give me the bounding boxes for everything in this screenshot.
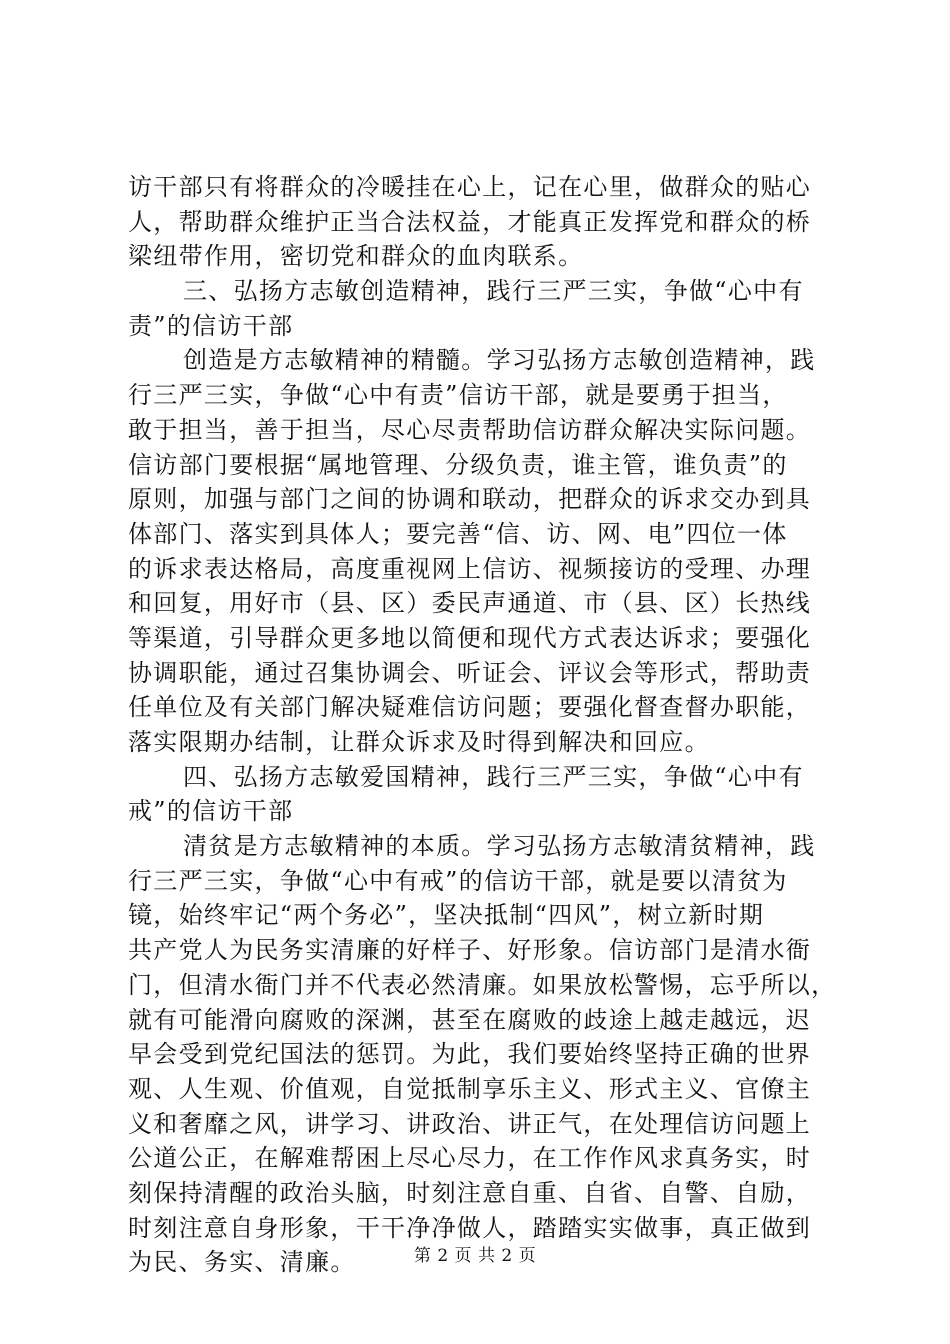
text-line: 镜，始终牢记“两个务必”，坚决抵制“四风”，树立新时期 [128, 901, 765, 930]
text-line: 原则，加强与部门之间的协调和联动，把群众的诉求交办到具 [128, 485, 812, 514]
text-line: 时刻注意自身形象，干干净净做人，踏踏实实做事，真正做到 [128, 1213, 812, 1242]
text-line: 清贫是方志敏精神的本质。学习弘扬方志敏清贫精神，践 [183, 832, 816, 861]
document-body [128, 170, 837, 1280]
text-line: 访干部只有将群众的冷暖挂在心上，记在心里，做群众的贴心 [128, 173, 812, 201]
text-line: 敢于担当，善于担当，尽心尽责帮助信访群众解决实际问题。 [128, 415, 812, 444]
text-line: 三、弘扬方志敏创造精神，践行三严三实，争做“心中有 [183, 277, 804, 306]
text-line: 的诉求表达格局，高度重视网上信访、视频接访的受理、办理 [128, 554, 812, 583]
text-line: 人，帮助群众维护正当合法权益，才能真正发挥党和群众的桥 [128, 207, 812, 236]
text-line: 为民、务实、清廉。 [128, 1248, 356, 1277]
text-line: 等渠道，引导群众更多地以简便和现代方式表达诉求；要强化 [128, 623, 812, 652]
text-line: 刻保持清醒的政治头脑，时刻注意自重、自省、自警、自励， [128, 1178, 812, 1207]
text-line: 任单位及有关部门解决疑难信访问题；要强化督查督办职能， [128, 693, 812, 722]
text-line: 共产党人为民务实清廉的好样子、好形象。信访部门是清水衙 [128, 936, 812, 965]
text-line: 义和奢靡之风，讲学习、讲政治、讲正气，在处理信访问题上 [128, 1109, 812, 1138]
text-line: 早会受到党纪国法的惩罚。为此，我们要始终坚持正确的世界 [128, 1040, 812, 1069]
text-line: 体部门、落实到具体人；要完善“信、访、网、电”四位一体 [128, 519, 788, 548]
text-line: 创造是方志敏精神的精髓。学习弘扬方志敏创造精神，践 [183, 346, 816, 375]
text-line: 就有可能滑向腐败的深渊，甚至在腐败的歧途上越走越远，迟 [128, 1005, 812, 1034]
text-line: 落实限期办结制，让群众诉求及时得到解决和回应。 [128, 728, 710, 756]
text-line: 观、人生观、价值观，自觉抵制享乐主义、形式主义、官僚主 [128, 1074, 812, 1103]
text-line: 信访部门要根据“属地管理、分级负责，谁主管，谁负责”的 [128, 450, 788, 479]
text-line: 公道公正，在解难帮困上尽心尽力，在工作作风求真务实，时 [128, 1144, 812, 1173]
text-line: 行三严三实，争做“心中有责”信访干部，就是要勇于担当， [128, 381, 788, 410]
text-line: 协调职能，通过召集协调会、听证会、评议会等形式，帮助责 [128, 658, 812, 687]
page-footer: 第 2 页 共 2 页 [413, 1246, 537, 1266]
text-line: 梁纽带作用，密切党和群众的血肉联系。 [128, 242, 584, 271]
text-line: 行三严三实，争做“心中有戒”的信访干部，就是要以清贫为 [128, 866, 788, 895]
text-line: 门，但清水衙门并不代表必然清廉。如果放松警惕，忘乎所以， [128, 970, 837, 999]
text-line: 责”的信访干部 [128, 311, 294, 340]
text-line: 戒”的信访干部 [128, 797, 294, 826]
text-line: 四、弘扬方志敏爱国精神，践行三严三实，争做“心中有 [183, 762, 804, 791]
text-line: 和回复，用好市（县、区）委民声通道、市（县、区）长热线 [128, 589, 812, 618]
